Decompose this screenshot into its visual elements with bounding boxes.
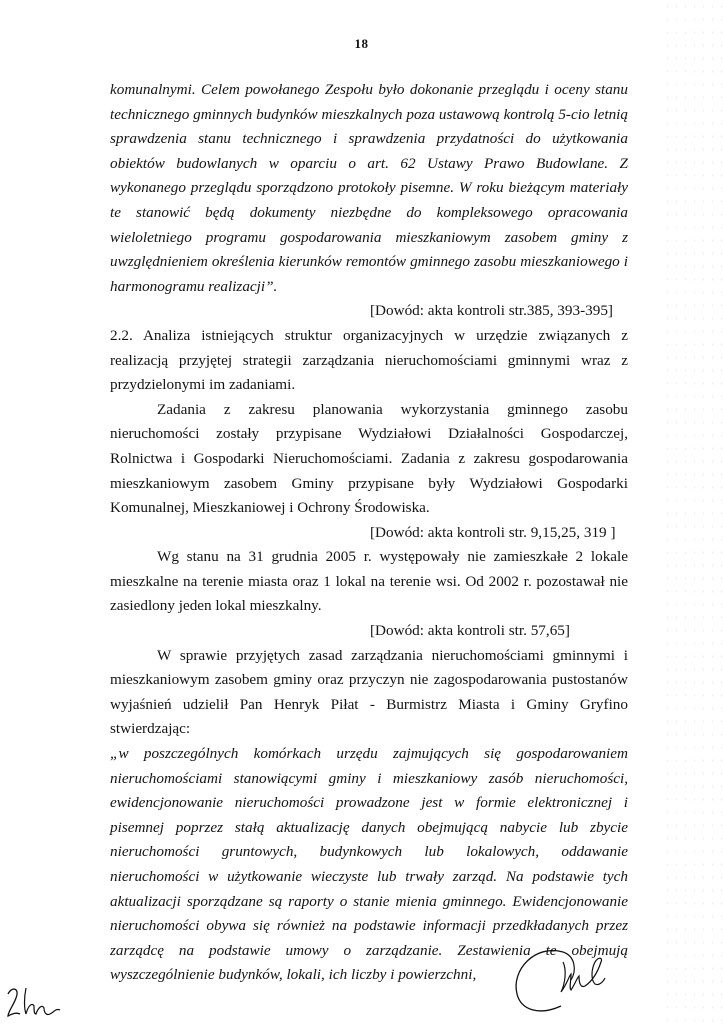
scan-noise [663,0,723,1024]
evidence-reference: [Dowód: akta kontroli str. 9,15,25, 319 ] [370,523,616,541]
document-body [110,78,628,988]
evidence-reference: [Dowód: akta kontroli str.385, 393-395] [370,302,613,320]
paragraph-vacancies: Wg stanu na 31 grudnia 2005 r. występowały nie zamieszkałe 2 lokale mieszkalne na terenie miasta oraz 1 lokal na terenie wsi. Od 2002 r. pozostawał nie zasiedlony jeden lokal mieszkalny. [110,548,628,615]
section-heading-2-2: 2.2. Analiza istniejących struktur organizacyjnych w urzędzie związanych z realizacją przyjętej strategii zarządzania nieruchomościami gminnymi wraz z przydzielonymi im zadaniami. [110,326,628,394]
paragraph-tasks: Zadania z zakresu planowania wykorzystania gminnego zasobu nieruchomości zostały przypisane Wydziałowi Działalności Gospodarczej, Rolnictwa i Gospodarki Nieruchomościami. Zadania z zakresu gospodarowania mieszkaniowym zasobem Gminy przypisane były Wydziałowi Gospodarki Komunalnej, Mieszkaniowej i Ochrony Środowiska. [110,400,628,517]
paragraph-quote-continued: komunalnymi. Celem powołanego Zespołu było dokonanie przeglądu i oceny stanu technicznego gminnych budynków mieszkalnych poza ustawową kontrolą 5-cio letnią sprawdzenia stanu technicznego i sprawdzenia przydatności do użytkowania obiektów budowlanych w oparciu o art. 62 Ustawy Prawo Budowlane. Z wykonanego przeglądu sporządzono protokoły pisemne. W roku bieżącym materiały te stanowić będą dokumenty niezbędne do kompleksowego opracowania wieloletniego programu gospodarowania mieszkaniowym zasobem gminy z uwzględnieniem określenia kierunków remontów gminnego zasobu mieszkaniowego i harmonogramu realizacji”. [110,81,628,295]
evidence-reference: [Dowód: akta kontroli str. 57,65] [370,622,570,640]
signature-icon [505,940,615,1018]
initials-icon [4,984,66,1020]
paragraph-explanation-intro: W sprawie przyjętych zasad zarządzania nieruchomościami gminnymi i mieszkaniowym zasobem gminy oraz przyczyn nie zagospodarowania pustostanów wyjaśnień udzielił Pan Henryk Piłat - Burmistrz Miasta i Gminy Gryfino stwierdzając: [110,646,628,738]
paragraph-explanation-quote: „w poszczególnych komórkach urzędu zajmujących się gospodarowaniem nieruchomościami stanowiącymi gminy i mieszkaniowy zasób nieruchomości, ewidencjonowanie nieruchomości prowadzone jest w formie elektronicznej i pisemnej poprzez stałą aktualizację danych obejmującą nabycie lub zbycie nieruchomości gruntowych, budynkowych lub lokalowych, oddawanie nieruchomości w użytkowanie wieczyste lub trwały zarząd. Na podstawie tych aktualizacji sporządzane są raporty o stanie mienia gminnego. Ewidencjonowanie nieruchomości obywa się również na podstawie informacji przedkładanych przez zarządcę na podstawie umowy o zarządzanie. Zestawienia te obejmują wyszczególnienie budynków, lokali, ich liczby i powierzchni, [110,745,628,984]
page-number: 18 [354,36,369,51]
